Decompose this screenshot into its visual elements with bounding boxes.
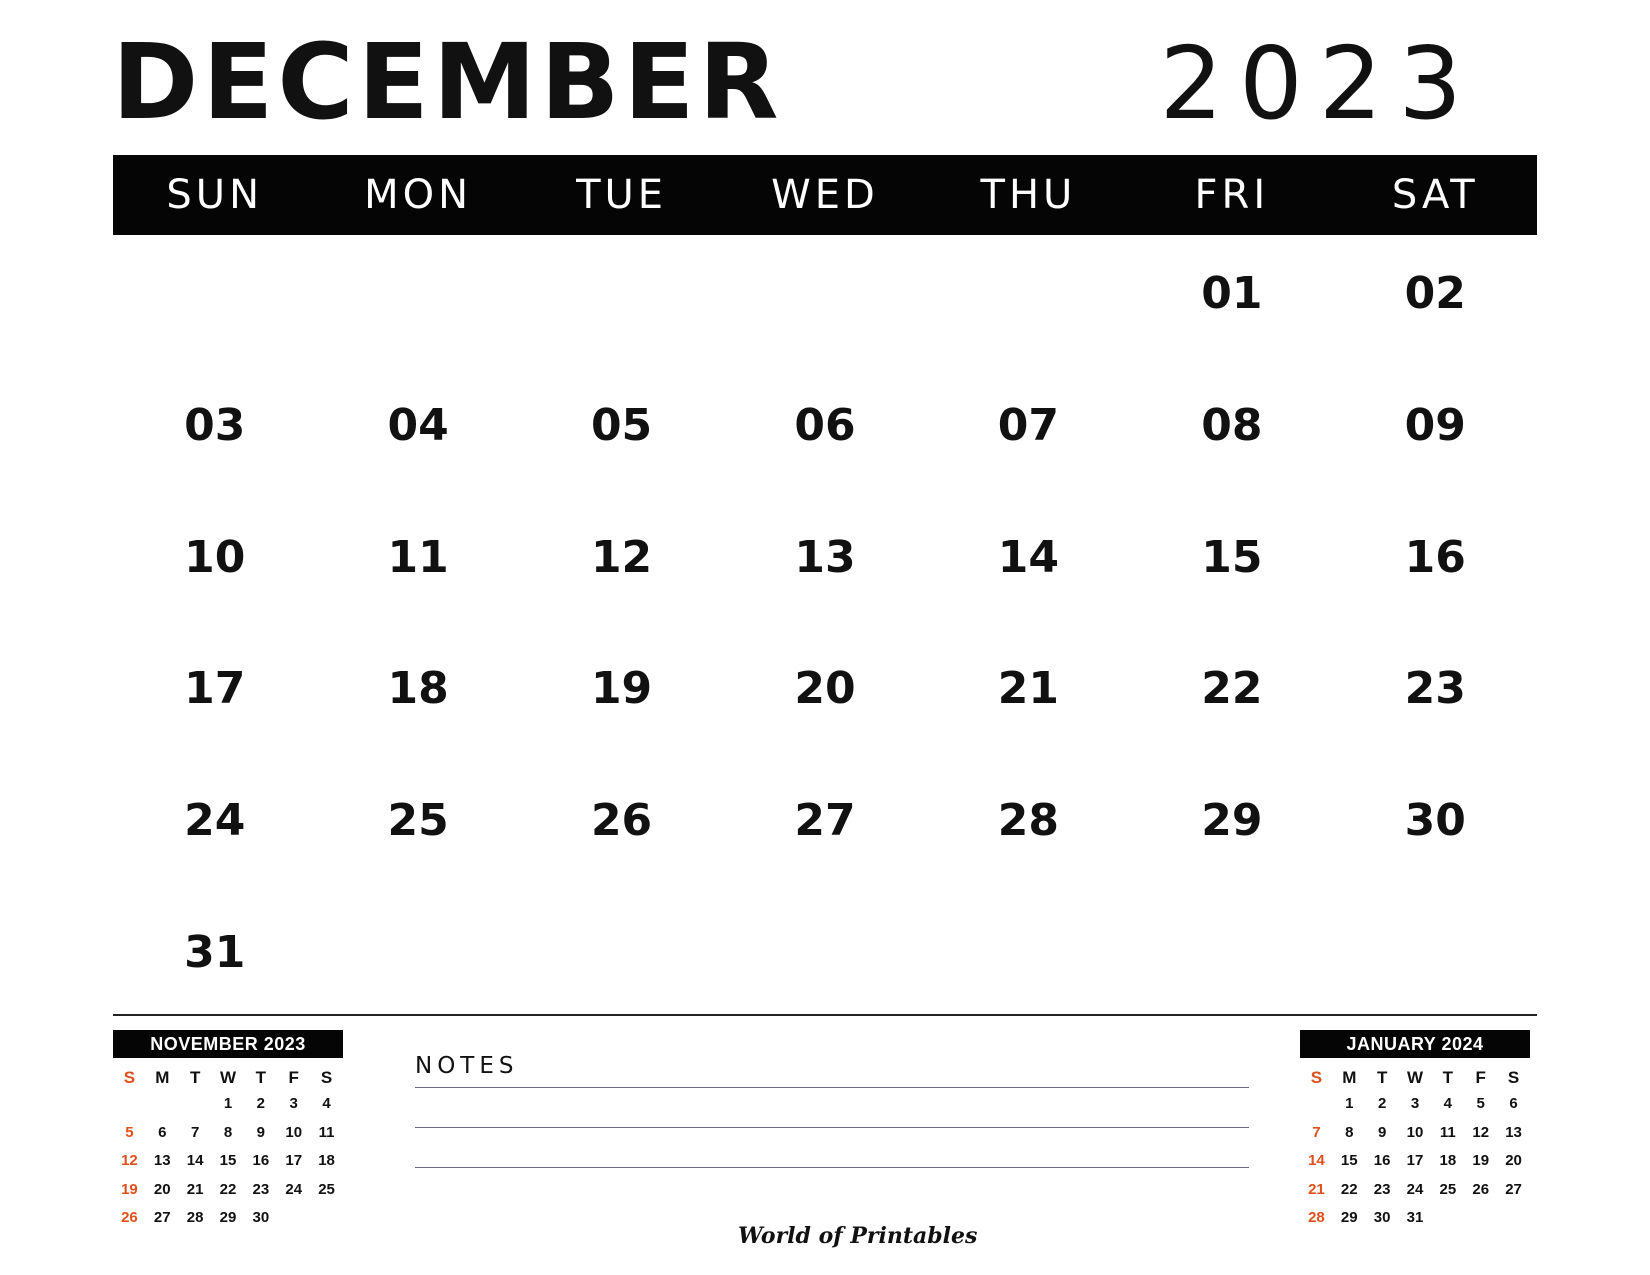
day-cell[interactable]: 06 [794,399,856,451]
mini-day-cell: 7 [1312,1123,1321,1141]
day-cell[interactable]: 03 [184,399,246,451]
mini-empty-cell [277,1204,310,1233]
brand-logo: World of Printables [738,1223,978,1249]
mini-weekday-label: W [219,1068,237,1087]
day-cell[interactable]: 09 [1404,399,1466,451]
mini-calendar-title: JANUARY 2024 [1300,1030,1530,1058]
mini-empty-cell [1431,1204,1464,1233]
mini-day-cell: 3 [1410,1095,1420,1112]
weekday-label: SAT [1391,172,1479,218]
mini-empty-cell [1300,1090,1333,1119]
mini-weekday-label: T [1442,1068,1454,1087]
day-cell[interactable]: 20 [794,663,856,715]
mini-day-cell: 21 [186,1180,204,1198]
weekday-header-bar [113,155,1537,235]
empty-day-cell [927,893,1130,1025]
day-cell[interactable]: 14 [997,531,1060,583]
mini-day-cell: 20 [1505,1152,1522,1169]
mini-weekday-label: M [1342,1068,1357,1087]
mini-weekday-label: T [1376,1068,1388,1087]
day-cell[interactable]: 19 [590,663,653,715]
mini-calendar-grid [113,1066,343,1233]
empty-day-cell [520,893,723,1025]
mini-day-cell: 8 [1345,1123,1354,1141]
day-cell[interactable]: 11 [387,531,449,583]
day-cell[interactable]: 07 [997,399,1060,451]
mini-day-cell: 29 [1340,1209,1358,1226]
note-line[interactable] [415,1127,1249,1128]
mini-day-cell: 31 [1406,1209,1424,1226]
mini-day-cell: 30 [1373,1209,1391,1226]
mini-day-cell: 27 [1505,1180,1522,1198]
day-cell[interactable]: 22 [1201,663,1263,715]
day-cell[interactable]: 01 [1201,268,1263,320]
mini-day-cell: 14 [186,1152,204,1169]
day-cell[interactable]: 28 [997,794,1060,846]
mini-empty-cell [146,1090,179,1119]
mini-weekday-label: S [320,1068,333,1087]
mini-day-cell: 4 [322,1095,331,1112]
mini-day-cell: 25 [1439,1180,1457,1198]
empty-day-cell [113,235,316,367]
weekday-label: SUN [166,172,263,218]
notes-label: NOTES [415,1053,519,1079]
weekday-label: THU [980,172,1077,218]
mini-day-cell: 2 [256,1095,266,1112]
note-line[interactable] [415,1087,1249,1088]
mini-day-cell: 6 [1509,1095,1518,1112]
mini-day-cell: 23 [252,1180,270,1198]
mini-day-cell: 15 [1340,1152,1358,1169]
mini-weekday-label: S [1310,1068,1323,1087]
empty-day-cell [1334,893,1537,1025]
mini-day-cell: 14 [1308,1152,1325,1169]
mini-empty-cell [310,1204,343,1233]
day-cell[interactable]: 31 [184,926,246,978]
mini-day-cell: 9 [256,1123,266,1141]
mini-day-cell: 29 [219,1209,237,1226]
empty-day-cell [723,235,926,367]
weekday-label: FRI [1194,172,1270,218]
mini-empty-cell [179,1090,212,1119]
mini-day-cell: 9 [1377,1123,1387,1141]
mini-day-cell: 20 [153,1180,171,1198]
mini-day-cell: 27 [153,1209,171,1226]
mini-day-cell: 21 [1308,1180,1325,1198]
day-cell[interactable]: 21 [997,663,1060,715]
day-cell[interactable]: 13 [794,531,856,583]
mini-day-cell: 5 [1476,1095,1485,1112]
mini-day-cell: 16 [1373,1152,1391,1169]
weekday-label: WED [771,172,879,218]
mini-day-cell: 24 [285,1180,303,1198]
mini-weekday-label: F [288,1068,299,1087]
day-cell[interactable]: 10 [184,531,246,583]
empty-day-cell [520,235,723,367]
mini-day-cell: 19 [1472,1152,1490,1169]
mini-day-cell: 15 [219,1152,237,1169]
mini-weekday-label: T [255,1068,267,1087]
mini-weekday-label: S [123,1068,136,1087]
mini-day-cell: 28 [186,1209,204,1226]
mini-weekday-label: S [1507,1068,1520,1087]
mini-day-cell: 23 [1373,1180,1391,1198]
day-cell[interactable]: 24 [184,794,246,846]
weekday-label: MON [364,172,473,218]
mini-day-cell: 13 [1505,1123,1522,1141]
empty-day-cell [316,235,519,367]
day-cell[interactable]: 26 [590,794,653,846]
day-cell[interactable]: 08 [1201,399,1263,451]
mini-empty-cell [1497,1204,1530,1233]
year-title: 2023 [1159,25,1478,142]
day-cell[interactable]: 29 [1201,794,1263,846]
mini-day-cell: 7 [190,1123,200,1141]
mini-day-cell: 11 [1439,1123,1456,1141]
month-title: DECEMBER [112,21,783,143]
mini-day-cell: 16 [252,1152,270,1169]
mini-day-cell: 22 [1340,1180,1358,1198]
mini-day-cell: 30 [252,1209,270,1226]
mini-day-cell: 24 [1406,1180,1424,1198]
mini-day-cell: 13 [153,1152,171,1169]
mini-day-cell: 28 [1308,1209,1325,1226]
mini-weekday-label: M [155,1068,170,1087]
mini-day-cell: 1 [1345,1095,1354,1112]
mini-day-cell: 26 [1472,1180,1490,1198]
mini-weekday-label: W [1406,1068,1424,1087]
mini-day-cell: 25 [318,1180,335,1198]
day-cell[interactable]: 23 [1404,663,1466,715]
day-cell[interactable]: 25 [387,794,449,846]
empty-day-cell [316,893,519,1025]
mini-empty-cell [1464,1204,1497,1233]
mini-day-cell: 6 [158,1123,167,1141]
note-line[interactable] [415,1167,1249,1168]
day-cell[interactable]: 27 [794,794,856,846]
mini-day-cell: 10 [1406,1123,1424,1141]
mini-day-cell: 18 [1439,1152,1457,1169]
day-cell[interactable]: 18 [387,663,449,715]
mini-day-cell: 26 [121,1209,138,1226]
day-cell[interactable]: 05 [590,399,653,451]
empty-day-cell [723,893,926,1025]
day-cell[interactable]: 02 [1404,268,1466,320]
mini-calendar-grid [1300,1066,1530,1233]
mini-day-cell: 8 [223,1123,233,1141]
mini-day-cell: 17 [1406,1152,1424,1169]
mini-day-cell: 12 [1472,1123,1490,1141]
day-cell[interactable]: 16 [1404,531,1466,583]
mini-weekday-label: T [189,1068,201,1087]
day-cell[interactable]: 15 [1201,531,1263,583]
calendar-grid [113,235,1537,1025]
weekday-label: TUE [576,172,668,218]
mini-day-cell: 11 [318,1123,335,1141]
mini-calendar-title: NOVEMBER 2023 [113,1030,343,1058]
mini-weekday-label: F [1475,1068,1486,1087]
mini-day-cell: 5 [125,1123,134,1141]
mini-day-cell: 1 [223,1095,233,1112]
mini-day-cell: 3 [289,1095,298,1112]
empty-day-cell [1130,893,1333,1025]
empty-day-cell [927,235,1130,367]
mini-day-cell: 12 [121,1152,138,1169]
mini-day-cell: 22 [219,1180,237,1198]
mini-calendar-previous [113,1030,343,1233]
mini-day-cell: 4 [1443,1095,1453,1112]
day-cell[interactable]: 17 [184,663,246,715]
mini-day-cell: 17 [285,1152,303,1169]
divider-line [113,1014,1537,1016]
day-cell[interactable]: 12 [590,531,653,583]
day-cell[interactable]: 04 [387,399,449,451]
day-cell[interactable]: 30 [1404,794,1466,846]
mini-day-cell: 2 [1377,1095,1387,1112]
mini-empty-cell [113,1090,146,1119]
mini-day-cell: 18 [318,1152,335,1169]
mini-day-cell: 19 [121,1180,138,1198]
mini-calendar-next [1300,1030,1530,1233]
mini-day-cell: 10 [285,1123,303,1141]
